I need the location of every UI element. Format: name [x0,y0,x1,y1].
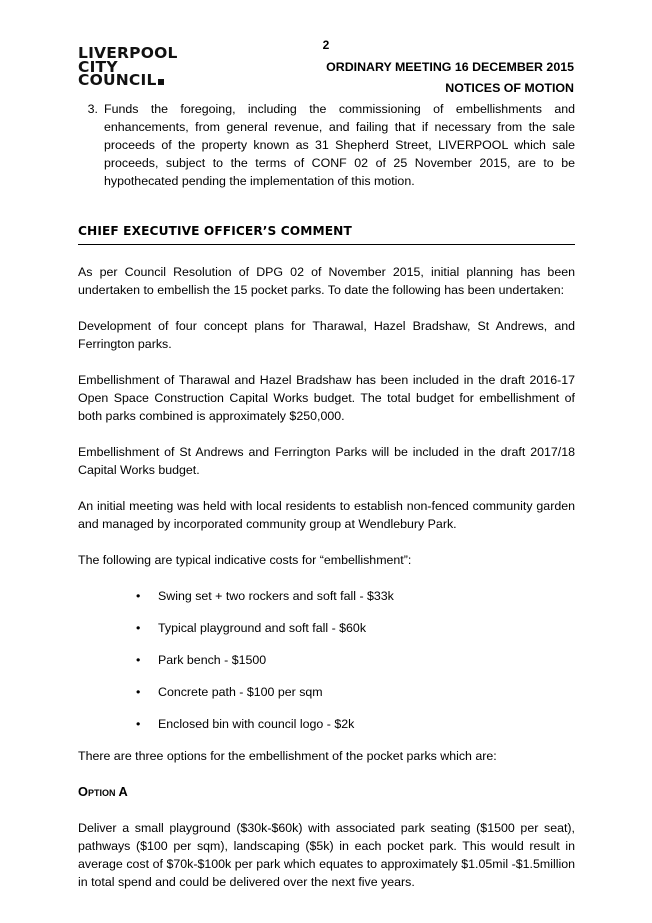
option-a-text: Deliver a small playground ($30k-$60k) with associated park seating ($1500 per seat), pathways ($100 per sqm), landscaping ($5k) in each pocket park. This would result in average cost of $70k-$100k per park which equates to approximately $1.05mil -$1.5million in total spend and could be delivered over the next five years. [78,821,575,889]
council-logo [78,44,178,89]
cost-list [78,587,575,733]
paragraph: Development of four concept plans for Tharawal, Hazel Bradshaw, St Andrews, and Ferrington parks. [78,319,575,351]
item-text: Funds the foregoing, including the commissioning of embellishments and enhancements, from general revenue, and failing that if necessary from the sale proceeds of the property known as 31 Shepherd Street, LIVERPOOL which sale proceeds, subject to the terms of CONF 02 of 25 November 2015, are to be hypothecated pending the implementation of this motion. [104,102,575,188]
numbered-item-3 [78,100,575,190]
paragraph: An initial meeting was held with local residents to establish non-fenced community garden and managed by incorporated community group at Wendlebury Park. [78,499,575,531]
section-title: NOTICES OF MOTION [445,81,574,95]
page-number: 2 [322,38,330,52]
paragraph: Embellishment of St Andrews and Ferrington Parks will be included in the draft 2017/18 Capital Works budget. [78,445,575,477]
list-item: • Park bench - $1500 [136,651,575,669]
logo-line-3: COUNCIL [78,74,178,88]
logo-line-1: LIVERPOOL [78,44,178,62]
list-item: • Swing set + two rockers and soft fall - $33k [136,587,575,605]
logo-line-2: CITY [78,57,118,76]
paragraph: The following are typical indicative costs for “embellishment”: [78,553,412,567]
item-number: 3. [87,102,98,116]
option-a-heading: Option A [78,784,128,799]
list-item: • Enclosed bin with council logo - $2k [136,715,575,733]
logo-dot-icon [158,79,164,85]
list-item: • Typical playground and soft fall - $60k [136,619,575,637]
ceo-comment-heading: CHIEF EXECUTIVE OFFICER’S COMMENT [78,222,575,245]
list-item: • Concrete path - $100 per sqm [136,683,575,701]
meeting-title: ORDINARY MEETING 16 DECEMBER 2015 [326,60,574,74]
paragraph: Embellishment of Tharawal and Hazel Bradshaw has been included in the draft 2016-17 Open Space Construction Capital Works budget. The total budget for embellishment of both parks combined is approximately $250,000. [78,373,575,423]
paragraph: As per Council Resolution of DPG 02 of November 2015, initial planning has been undertaken to embellish the 15 pocket parks. To date the following has been undertaken: [78,265,575,297]
document-body [78,100,575,891]
options-intro: There are three options for the embellishment of the pocket parks which are: [78,749,497,763]
